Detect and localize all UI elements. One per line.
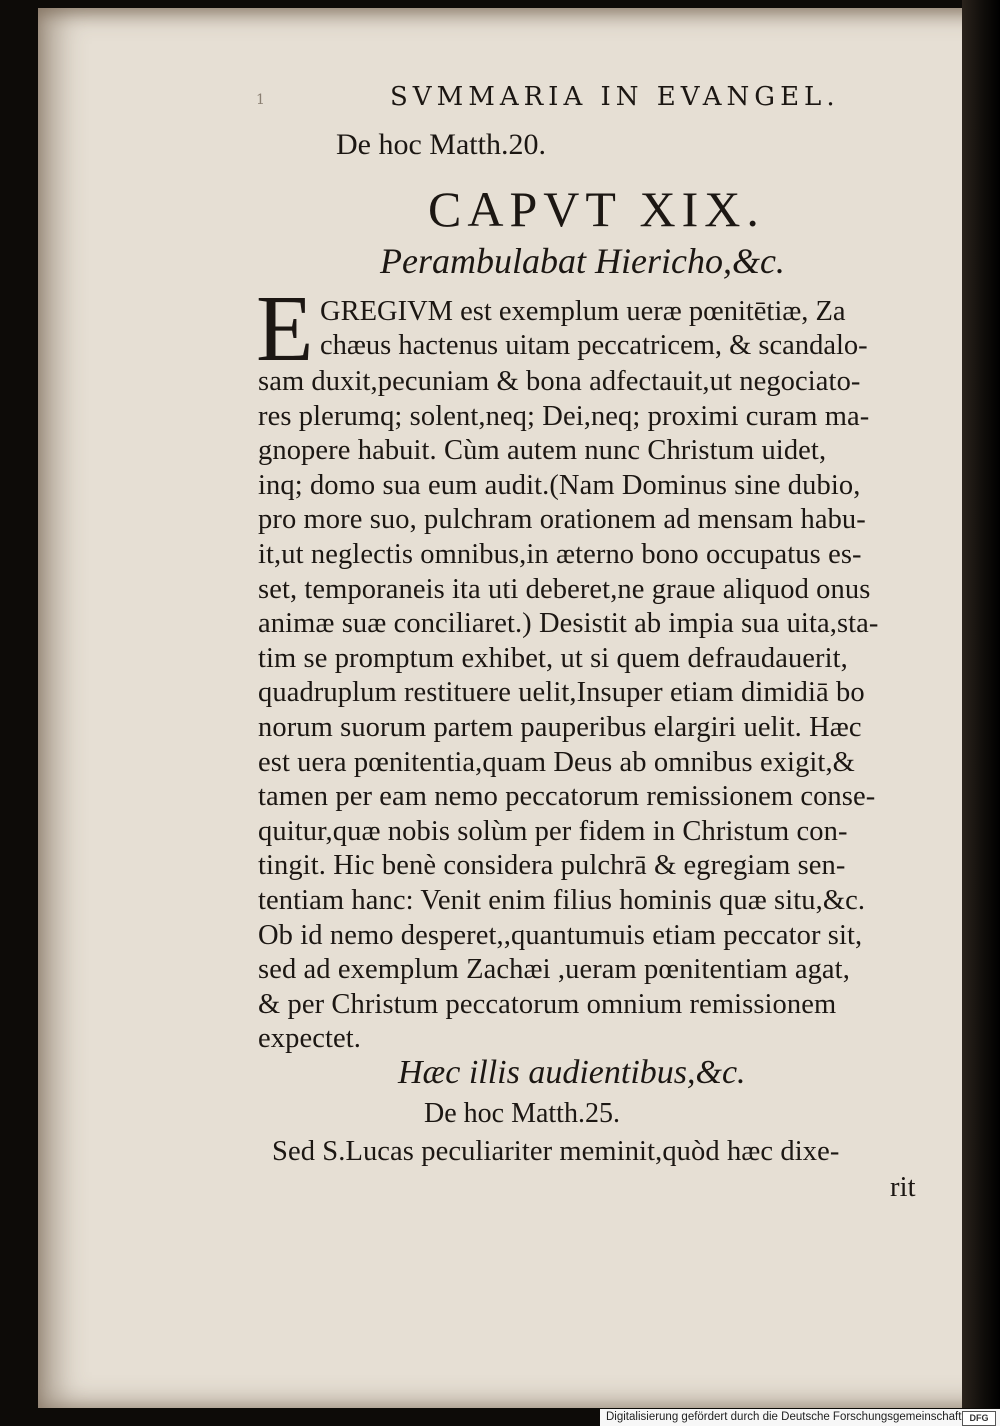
folio-mark: 1 [256, 92, 265, 108]
footer-text: Digitalisierung gefördert durch die Deutsche Forschungsgemeinschaft [606, 1411, 962, 1423]
body-line: quadruplum restituere uelit,Insuper etiam dimidiā bo [258, 677, 865, 709]
running-head: SVMMARIA IN EVANGEL. [390, 82, 840, 112]
catchword: rit [890, 1172, 916, 1203]
body-line: Ob id nemo desperet,,quantumuis etiam peccator sit, [258, 919, 863, 951]
body-line: sam duxit,pecuniam & bona adfectauit,ut negociato- [258, 366, 861, 397]
chapter-heading: CAPVT XIX. [428, 181, 765, 237]
body-line: res plerumq; solent,neq; Dei,neq; proximi curam ma- [258, 400, 870, 432]
dfg-logo-icon: DFG [962, 1411, 996, 1426]
body-line-first: GREGIVM est exemplum ueræ pœnitētiæ, Za [320, 296, 846, 327]
body-line: tentiam hanc: Venit enim filius hominis quæ situ,&c. [258, 885, 866, 916]
body-line: animæ suæ conciliaret.) Desistit ab impia sua uita,sta- [258, 608, 879, 640]
drop-initial: E [256, 277, 314, 381]
last-line: Sed S.Lucas peculiariter meminit,quòd hæc dixe- [272, 1136, 840, 1167]
body-line: quitur,quæ nobis solùm per fidem in Christum con- [258, 815, 848, 847]
body-line: tim se promptum exhibet, ut si quem defraudauerit, [258, 642, 848, 674]
body-line: pro more suo, pulchram orationem ad mensam habu- [258, 504, 866, 536]
incipit: Perambulabat Hiericho,&c. [380, 241, 785, 281]
footer-credit [600, 1409, 1000, 1426]
body-line: norum suorum partem pauperibus elargiri uelit. Hæc [258, 712, 862, 743]
body-line: tingit. Hic benè considera pulchrā & egregiam sen- [258, 850, 846, 882]
reference-bottom: De hoc Matth.25. [424, 1098, 620, 1129]
body-line: sed ad exemplum Zachæi ,ueram pœnitentiam agat, [258, 954, 850, 986]
body-line: tamen per eam nemo peccatorum remissionem conse- [258, 781, 876, 813]
reference-top: De hoc Matth.20. [336, 128, 546, 161]
body-line: set, temporaneis ita uti deberet,ne graue aliquod onus [258, 573, 871, 605]
body-line-second: chæus hactenus uitam peccatricem, & scandalo- [320, 330, 868, 361]
sub-incipit: Hæc illis audientibus,&c. [398, 1054, 746, 1091]
body-line: & per Christum peccatorum omnium remissionem [258, 988, 837, 1020]
body-line: expectet. [258, 1023, 361, 1055]
body-line: inq; domo sua eum audit.(Nam Dominus sine dubio, [258, 469, 861, 501]
body-line: est uera pœnitentia,quam Deus ab omnibus exigit,& [258, 746, 855, 778]
body-line: it,ut neglectis omnibus,in æterno bono occupatus es- [258, 539, 862, 570]
body-line: gnopere habuit. Cùm autem nunc Christum uidet, [258, 435, 827, 467]
